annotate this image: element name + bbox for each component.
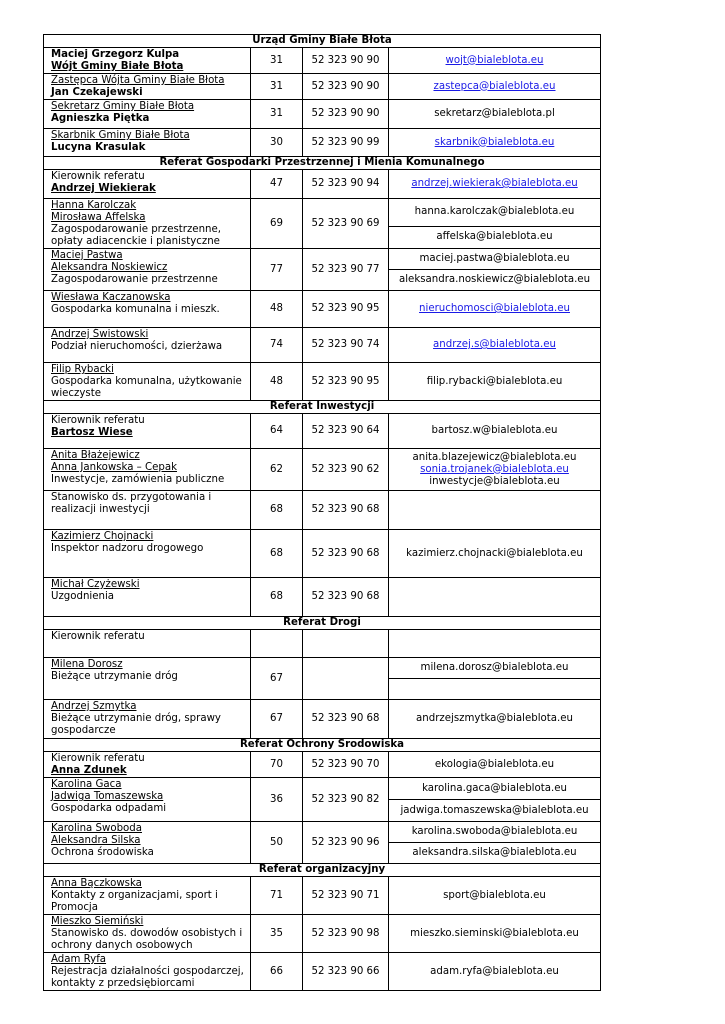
email-cell — [389, 700, 601, 739]
section-header-row — [44, 739, 601, 752]
email-address: anita.blazejewicz@bialeblota.eu — [412, 451, 577, 463]
extension-cell — [251, 630, 303, 658]
email-cell — [389, 199, 601, 227]
email-cell — [389, 679, 601, 700]
person-cell — [44, 700, 251, 739]
email-address: sport@bialeblota.eu — [443, 889, 546, 901]
person-cell — [44, 491, 251, 530]
person-line: Mirosława Affelska — [51, 212, 146, 223]
person-line: Inspektor nadzoru drogowego — [51, 543, 204, 554]
person-line: Mieszko Siemiński — [51, 916, 144, 927]
phone-cell: 52 323 90 90 — [303, 74, 389, 100]
person-line: Andrzej Wiekierak — [51, 183, 156, 194]
person-line: kontakty z przedsiębiorcami — [51, 978, 195, 989]
person-line: Podział nieruchomości, dzierżawa — [51, 341, 223, 352]
person-line: Kazimierz Chojnacki — [51, 531, 154, 542]
person-line: Gospodarka komunalna i mieszk. — [51, 304, 220, 315]
person-line: gospodarcze — [51, 725, 116, 736]
section-header-row — [44, 157, 601, 170]
email-address: karolina.swoboda@bialeblota.eu — [411, 826, 578, 837]
phone-cell: 52 323 90 66 — [303, 953, 389, 991]
person-line: Jadwiga Tomaszewska — [51, 791, 164, 802]
email-address: affelska@bialeblota.eu — [436, 231, 553, 243]
contact-directory-body — [44, 35, 601, 991]
person-cell — [44, 953, 251, 991]
person-line: Wójt Gminy Białe Błota — [51, 61, 184, 72]
person-line: Maciej Pastwa — [51, 250, 123, 261]
email-cell — [389, 953, 601, 991]
table-row — [44, 291, 601, 328]
person-line: Bieżące utrzymanie dróg, sprawy — [51, 713, 221, 724]
email-cell — [389, 170, 601, 199]
extension-cell: 30 — [251, 129, 303, 157]
email-address: aleksandra.silska@bialeblota.eu — [412, 847, 577, 858]
email-cell — [389, 530, 601, 578]
extension-cell: 31 — [251, 48, 303, 74]
extension-cell: 35 — [251, 915, 303, 953]
email-link[interactable]: zastepca@bialeblota.eu — [433, 80, 556, 92]
email-address: mieszko.sieminski@bialeblota.eu — [410, 927, 579, 939]
extension-cell: 68 — [251, 491, 303, 530]
person-cell — [44, 877, 251, 915]
person-cell — [44, 48, 251, 74]
phone-cell: 52 323 90 82 — [303, 778, 389, 822]
section-header-row — [44, 864, 601, 877]
extension-cell: 62 — [251, 449, 303, 491]
email-cell — [389, 414, 601, 449]
section-title: Urząd Gminy Białe Błota — [44, 35, 601, 48]
email-address: andrzejszmytka@bialeblota.eu — [416, 713, 573, 724]
person-line: Ochrona środowiska — [51, 847, 154, 858]
extension-cell: 64 — [251, 414, 303, 449]
table-row — [44, 700, 601, 739]
email-cell — [389, 822, 601, 843]
person-line: Rejestracja działalności gospodarczej, — [51, 966, 244, 977]
email-address: milena.dorosz@bialeblota.eu — [420, 662, 569, 673]
phone-cell: 52 323 90 99 — [303, 129, 389, 157]
phone-cell: 52 323 90 69 — [303, 199, 389, 249]
phone-cell: 52 323 90 68 — [303, 700, 389, 739]
person-line: Zastępca Wójta Gminy Białe Błota — [51, 75, 225, 86]
email-cell — [389, 74, 601, 100]
table-row — [44, 249, 601, 270]
email-cell — [389, 291, 601, 328]
table-row — [44, 578, 601, 617]
extension-cell: 48 — [251, 363, 303, 401]
person-cell — [44, 129, 251, 157]
email-address: kazimierz.chojnacki@bialeblota.eu — [406, 547, 583, 559]
table-row — [44, 822, 601, 843]
table-row — [44, 877, 601, 915]
person-line: Andrzej Świstowski — [51, 329, 149, 340]
section-header-row — [44, 617, 601, 630]
table-row — [44, 752, 601, 778]
extension-cell: 66 — [251, 953, 303, 991]
person-line: Wiesława Kaczanowska — [51, 292, 171, 303]
email-cell — [389, 129, 601, 157]
phone-cell: 52 323 90 96 — [303, 822, 389, 864]
email-cell — [389, 100, 601, 129]
table-row — [44, 658, 601, 679]
person-cell — [44, 363, 251, 401]
person-line: Sekretarz Gminy Białe Błota — [51, 101, 195, 112]
person-cell — [44, 74, 251, 100]
table-row — [44, 328, 601, 363]
email-address: sekretarz@bialeblota.pl — [434, 108, 555, 119]
extension-cell: 48 — [251, 291, 303, 328]
person-line: Bartosz Wiese — [51, 427, 133, 438]
person-line: Aleksandra Noskiewicz — [51, 262, 168, 273]
extension-cell: 47 — [251, 170, 303, 199]
section-header-row — [44, 401, 601, 414]
person-cell — [44, 658, 251, 700]
email-address: hanna.karolczak@bialeblota.eu — [414, 206, 575, 218]
phone-cell: 52 323 90 90 — [303, 48, 389, 74]
email-cell — [389, 877, 601, 915]
table-row — [44, 915, 601, 953]
email-link[interactable]: andrzej.s@bialeblota.eu — [433, 339, 556, 350]
person-line: realizacji inwestycji — [51, 504, 150, 515]
email-address: maciej.pastwa@bialeblota.eu — [419, 253, 570, 264]
email-cell — [389, 363, 601, 401]
person-cell — [44, 449, 251, 491]
email-address: karolina.gaca@bialeblota.eu — [422, 782, 567, 794]
person-line: wieczyste — [51, 388, 101, 399]
person-line: Kontakty z organizacjami, sport i — [51, 890, 218, 901]
email-link[interactable]: nieruchomosci@bialeblota.eu — [419, 303, 570, 314]
extension-cell: 67 — [251, 700, 303, 739]
section-title: Referat Drogi — [44, 617, 601, 630]
table-row — [44, 100, 601, 129]
phone-cell: 52 323 90 77 — [303, 249, 389, 291]
phone-cell: 52 323 90 68 — [303, 578, 389, 617]
extension-cell: 68 — [251, 578, 303, 617]
email-address: aleksandra.noskiewicz@bialeblota.eu — [398, 274, 591, 285]
person-line: Anna Zdunek — [51, 765, 127, 776]
phone-cell: 52 323 90 68 — [303, 530, 389, 578]
person-line: Anita Błażejewicz — [51, 450, 140, 461]
email-link[interactable]: sonia.trojanek@bialeblota.eu — [420, 463, 569, 475]
email-cell — [389, 578, 601, 617]
section-title: Referat organizacyjny — [44, 864, 601, 877]
table-row — [44, 778, 601, 800]
phone-cell: 52 323 90 68 — [303, 491, 389, 530]
person-line: Anna Bączkowska — [51, 878, 142, 889]
person-cell — [44, 249, 251, 291]
email-cell — [389, 226, 601, 248]
person-line: Michał Czyżewski — [51, 579, 140, 590]
person-line: Karolina Gaca — [51, 779, 122, 790]
person-line: Milena Dorosz — [51, 659, 123, 670]
person-line: Uzgodnienia — [51, 591, 115, 602]
email-cell — [389, 328, 601, 363]
extension-cell: 74 — [251, 328, 303, 363]
person-cell — [44, 328, 251, 363]
extension-cell: 70 — [251, 752, 303, 778]
person-line: Maciej Grzegorz Kulpa — [51, 49, 180, 60]
person-line: Stanowisko ds. dowodów osobistych i — [51, 928, 243, 939]
person-cell — [44, 752, 251, 778]
person-line: Zagospodarowanie przestrzenne, — [51, 224, 221, 235]
email-link[interactable]: skarbnik@bialeblota.eu — [434, 136, 555, 148]
person-line: Kierownik referatu — [51, 631, 145, 642]
table-row — [44, 449, 601, 491]
person-line: Zagospodarowanie przestrzenne — [51, 274, 218, 285]
person-line: Gospodarka komunalna, użytkowanie — [51, 376, 242, 387]
table-row — [44, 953, 601, 991]
email-address: ekologia@bialeblota.eu — [434, 758, 555, 770]
email-cell — [389, 778, 601, 800]
person-line: Andrzej Szmytka — [51, 701, 137, 712]
person-cell — [44, 530, 251, 578]
extension-cell: 67 — [251, 658, 303, 700]
person-line: Promocja — [51, 902, 98, 913]
person-line: Stanowisko ds. przygotowania i — [51, 492, 212, 503]
person-cell — [44, 630, 251, 658]
person-line: Hanna Karolczak — [51, 200, 137, 211]
section-title: Referat Gospodarki Przestrzennej i Mienia Komunalnego — [44, 157, 601, 170]
extension-cell: 50 — [251, 822, 303, 864]
person-cell — [44, 915, 251, 953]
extension-cell: 71 — [251, 877, 303, 915]
phone-cell: 52 323 90 94 — [303, 170, 389, 199]
phone-cell: 52 323 90 98 — [303, 915, 389, 953]
person-cell — [44, 822, 251, 864]
email-cell — [389, 630, 601, 658]
person-cell — [44, 170, 251, 199]
person-line: Anna Jankowska – Cepak — [51, 462, 178, 473]
table-row — [44, 530, 601, 578]
email-cell — [389, 752, 601, 778]
email-cell — [389, 915, 601, 953]
person-cell — [44, 100, 251, 129]
email-link[interactable]: andrzej.wiekierak@bialeblota.eu — [411, 178, 578, 189]
email-cell — [389, 843, 601, 864]
person-line: opłaty adiacenckie i planistyczne — [51, 236, 220, 247]
person-line: Adam Ryfa — [51, 954, 107, 965]
person-line: Kierownik referatu — [51, 415, 145, 426]
table-row — [44, 129, 601, 157]
email-address: inwestycje@bialeblota.eu — [429, 475, 560, 487]
person-line: Agnieszka Piętka — [51, 113, 150, 124]
phone-cell: 52 323 90 74 — [303, 328, 389, 363]
phone-cell: 52 323 90 71 — [303, 877, 389, 915]
phone-cell: 52 323 90 64 — [303, 414, 389, 449]
person-line: Aleksandra Silska — [51, 835, 141, 846]
contact-directory-table — [43, 34, 601, 991]
extension-cell: 77 — [251, 249, 303, 291]
phone-cell: 52 323 90 95 — [303, 291, 389, 328]
email-address: filip.rybacki@bialeblota.eu — [426, 375, 563, 387]
extension-cell: 68 — [251, 530, 303, 578]
person-line: Skarbnik Gminy Białe Błota — [51, 130, 190, 141]
section-title: Referat Ochrony Środowiska — [44, 739, 601, 752]
email-cell — [389, 491, 601, 530]
table-row — [44, 48, 601, 74]
table-row — [44, 414, 601, 449]
table-row — [44, 630, 601, 658]
person-line: Filip Rybacki — [51, 364, 114, 375]
person-cell — [44, 578, 251, 617]
person-line: Kierownik referatu — [51, 753, 145, 764]
person-line: Gospodarka odpadami — [51, 803, 167, 814]
phone-cell: 52 323 90 95 — [303, 363, 389, 401]
person-line: Kierownik referatu — [51, 171, 145, 182]
email-link[interactable]: wojt@bialeblota.eu — [445, 54, 544, 66]
phone-cell: 52 323 90 70 — [303, 752, 389, 778]
extension-cell: 31 — [251, 100, 303, 129]
table-row — [44, 74, 601, 100]
phone-cell — [303, 630, 389, 658]
email-address: jadwiga.tomaszewska@bialeblota.eu — [400, 804, 589, 816]
person-cell — [44, 778, 251, 822]
section-title: Referat Inwestycji — [44, 401, 601, 414]
person-cell — [44, 291, 251, 328]
person-line: Karolina Swoboda — [51, 823, 142, 834]
person-line: Inwestycje, zamówienia publiczne — [51, 474, 225, 485]
person-cell — [44, 199, 251, 249]
phone-cell: 52 323 90 62 — [303, 449, 389, 491]
person-line: Bieżące utrzymanie dróg — [51, 671, 178, 682]
email-cell — [389, 449, 601, 491]
email-cell — [389, 800, 601, 822]
email-cell — [389, 270, 601, 291]
email-address: bartosz.w@bialeblota.eu — [431, 425, 558, 436]
table-row — [44, 170, 601, 199]
email-cell — [389, 48, 601, 74]
table-row — [44, 199, 601, 227]
email-cell — [389, 658, 601, 679]
extension-cell: 36 — [251, 778, 303, 822]
phone-cell — [303, 658, 389, 700]
email-cell — [389, 249, 601, 270]
person-line: Lucyna Krasulak — [51, 142, 146, 153]
person-line: ochrony danych osobowych — [51, 940, 193, 951]
table-row — [44, 491, 601, 530]
email-address: adam.ryfa@bialeblota.eu — [430, 965, 559, 977]
table-row — [44, 363, 601, 401]
person-line: Jan Czekajewski — [51, 87, 143, 98]
section-header-row — [44, 35, 601, 48]
person-cell — [44, 414, 251, 449]
extension-cell: 69 — [251, 199, 303, 249]
extension-cell: 31 — [251, 74, 303, 100]
phone-cell: 52 323 90 90 — [303, 100, 389, 129]
